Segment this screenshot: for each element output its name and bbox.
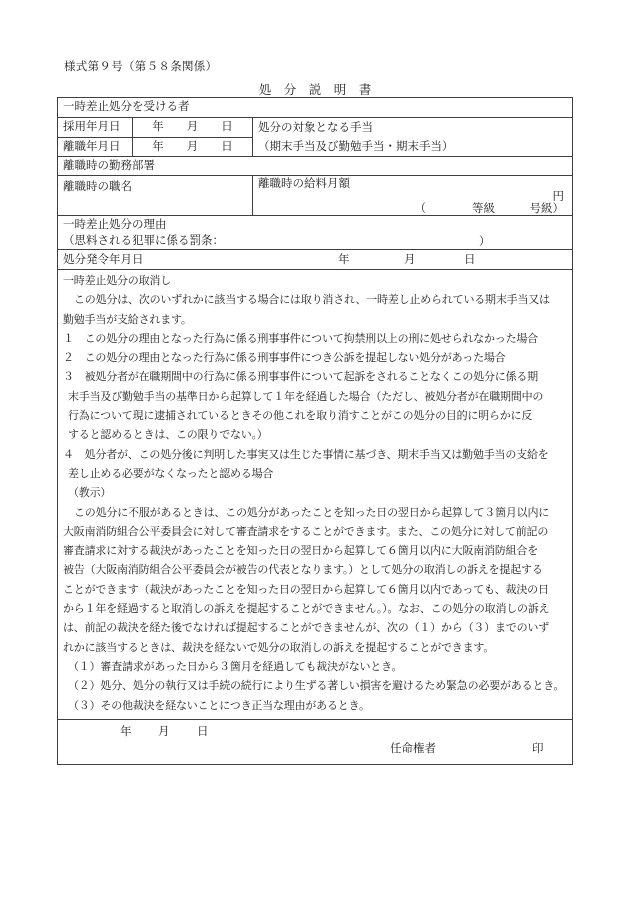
reason-sub: （思料される犯罪に係る罰条：	[63, 235, 224, 247]
body-text-line: 行為について現に逮捕されているときその他これを取り消すことがこの処分の目的に明らかに反	[68, 410, 533, 423]
position-label: 離職時の職名	[58, 176, 253, 215]
row-recipient: 一時差止処分を受ける者	[63, 101, 190, 113]
hire-date-label: 採用年月日	[58, 118, 133, 137]
salary-grade: （ 等級 号級）	[414, 203, 564, 216]
row-department: 離職時の勤務部署	[58, 156, 572, 175]
body-text-line: 大阪南消防組合公平委員会に対して審査請求をすることができます。また、この処分に対して前記の	[63, 525, 549, 538]
body-text-line: （３）その他裁決を経ないことにつき正当な理由があるとき。	[68, 699, 370, 712]
row-reason	[58, 215, 572, 249]
reason-sub-close: ）	[479, 236, 491, 248]
body-text-line: 勤勉手当が支給されます。	[63, 313, 192, 326]
signature-day: 日	[197, 725, 209, 738]
body-text-line: この処分に不服があるときは、この処分があったことを知った日の翌日から起算して３箇月以内に	[74, 506, 550, 519]
issue-date-year: 年	[338, 254, 350, 266]
issue-date-month: 月	[404, 254, 416, 266]
appointer-label: 任命権者	[390, 742, 436, 755]
body-text-line: れかに該当するときは、裁決を経ないで処分の取消しの訴えを提起することができます。	[63, 641, 495, 654]
hire-date-value: 年 月 日	[152, 121, 233, 133]
issue-date-day: 日	[464, 254, 476, 266]
leave-date-value: 年 月 日	[152, 141, 233, 153]
row-issue-date	[58, 249, 572, 269]
body-text-line: （１）審査請求があった日から３箇月を経過しても裁決がないとき。	[68, 660, 403, 673]
seal-mark: 印	[532, 742, 544, 755]
hire-date-row	[58, 118, 252, 137]
reason-label: 一時差止処分の理由	[63, 219, 167, 231]
body-text-line: から１年を経過すると取消しの訴えを提起することができません。）。なお、この処分の取消しの訴え	[63, 603, 550, 616]
signature-month: 月	[158, 725, 170, 738]
issue-date-label: 処分発令年月日	[63, 254, 144, 266]
form-number: 様式第９号（第５８条関係）	[64, 61, 218, 73]
date-columns	[58, 118, 253, 156]
salary-label: 離職時の給料月額	[258, 178, 350, 190]
body-text-line: 審査請求に対する裁決があったことを知った日の翌日から起算して６箇月以内に大阪南消防組合を	[63, 545, 539, 558]
body-text-line: （教示）	[68, 487, 112, 500]
allowance-note: （期末手当及び勤勉手当・期末手当）	[258, 141, 454, 153]
salary-unit: 円	[552, 190, 564, 203]
body-text-line: この処分は、次のいずれかに該当する場合には取り消され、一時差し止められている期末手当又は	[74, 294, 550, 307]
salary-cell	[253, 176, 572, 215]
body-text-line: は、前記の裁決を経た後でなければ提起することができませんが、次の（１）から（３）までのいず	[63, 622, 549, 635]
body-text-line: 差し止める必要がなくなったと認める場合	[68, 467, 274, 480]
row-dates-allowance	[58, 117, 572, 156]
body-text-line: １ この処分の理由となった行為に係る刑事事件について拘禁刑以上の刑に処せられなかった場合	[63, 332, 538, 345]
body-text-line: すると認めるときは、この限りでない。）	[68, 429, 268, 442]
signature-year: 年	[120, 725, 132, 738]
row-position-salary	[58, 175, 572, 215]
body-text-line: 末手当及び勤勉手当の基準日から起算して１年を経過した場合（ただし、被処分者が在職期間中の	[68, 390, 544, 403]
body-text-line: ２ この処分の理由となった行為に係る刑事事件につき公訴を提起しない処分があった場合	[63, 352, 506, 365]
page-title: 処 分 説 明 書	[258, 83, 372, 97]
body-text-line: 被告（大阪南消防組合公平委員会が被告の代表となります。）として処分の取消しの訴えを提起する	[63, 564, 543, 577]
leave-date-label: 離職年月日	[58, 138, 133, 156]
body-text-line: ３ 被処分者が在職期間中の行為に係る刑事事件について起訴をされることなくこの処分に係る期	[63, 371, 538, 384]
row-cancellation-body	[58, 269, 572, 719]
allowance-cell	[253, 118, 572, 156]
body-text-line: 一時差止処分の取消し	[63, 275, 171, 287]
row-signature	[58, 719, 572, 764]
body-text-line: ことができます（裁決があったことを知った日の翌日から起算して６箇月以内であっても、裁決の日	[63, 583, 549, 596]
body-text-line: （２）処分、処分の執行又は手続の続行により生ずる著しい損害を避けるため緊急の必要があるとき。	[68, 680, 565, 693]
allowance-label: 処分の対象となる手当	[258, 122, 373, 134]
leave-date-row	[58, 137, 252, 156]
body-text-line: ４ 処分者が、この処分後に判明した事実又は生じた事情に基づき、期末手当又は勤勉手当の支給を	[63, 448, 549, 461]
disposition-form-table	[57, 97, 573, 765]
